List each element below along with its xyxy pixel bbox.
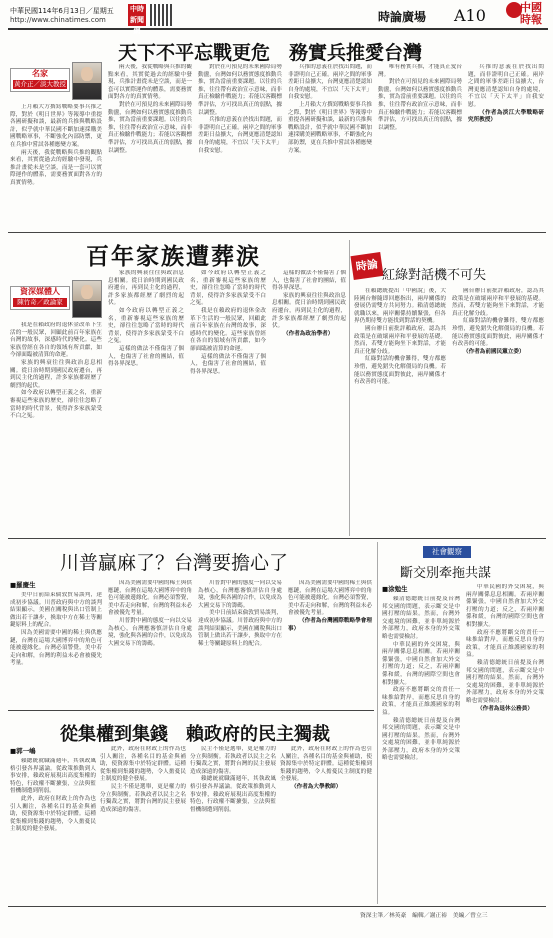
columnist-name: 黃介正／淡大教授	[14, 80, 66, 88]
paragraph: 對於在可預見的未來國際局勢動盪，台灣如何以務實態度推動兵推，實為當前重要課題。以往的兵推，往往帶有政治宣示意味，而非真正檢驗作戰能力；若能以客觀標準評估，方可找出真正的弱點，據以調整。	[198, 64, 282, 116]
paragraph: 美中日前結束倫敦貿易談判，達成初步協議。川普政府與中方的談判結果顯示，美國在關稅與出口管制上做出若干讓步，換取中方在稀土等關鍵原料上的配合。	[198, 610, 282, 647]
paragraph: 民主不僅是選舉，更是權力的分立與制衡。若執政者以民主之名行獨裁之實，將對台灣的民主發展造成深遠的傷害。	[100, 783, 186, 813]
paragraph: 賴總統就職滿週年，其執政風格引發各界議論。從政策推動到人事安排，賴政府展現出高度集權的特色，行政權不斷擴張，立法與監督機制遭到削弱。	[10, 758, 96, 795]
mid-article-col-1	[10, 322, 102, 534]
mid-article-col-2	[108, 270, 184, 534]
paragraph: 家族的興衰往往與政治息息相關。從日治時期到國民政府遷台，再到民主化的過程，許多家族都經歷了劇烈的起伏。	[108, 270, 184, 307]
paragraph: 紅綠對話的機會難得，雙方都應珍惜，避免錯失化解僵局的良機。若能以務實態度面對彼此，兩岸關係才有改善的可能。	[452, 318, 544, 348]
column-name: 名家	[32, 69, 48, 78]
paragraph: 對於在可預見的未來國際局勢動盪，台灣如何以務實態度推動兵推，實為當前重要課題。以往的兵推，往往帶有政治宣示意味，而非真正檢驗作戰能力；若能以客觀標準評估，方可找出真正的弱點，據以調整。	[378, 79, 462, 131]
top-article-col-2	[108, 64, 192, 229]
paragraph: 家族的興衰往往與政治息息相關。從日治時期到國民政府遷台，再到民主化的過程，許多家族都經歷了劇烈的起伏。	[10, 359, 102, 389]
column-name: 資深媒體人	[20, 287, 60, 296]
paragraph: 兵推的意義在於找出問題，而非證明自己正確。兩岸之間的軍事差距日益擴大，台灣更應清楚認知自身的處境，不宜以「天下太平」自我安慰。	[198, 117, 282, 154]
china-times-logo	[506, 2, 550, 34]
third-article-col-4	[288, 580, 372, 706]
paragraph: 對於在可預見的未來國際局勢動盪，台灣如何以務實態度推動兵推，實為當前重要課題。以往的兵推，往往帶有政治宣示意味，而非真正檢驗作戰能力；若能以客觀標準評估，方可找出真正的弱點，據以調整。	[108, 101, 192, 154]
chinatimes-news-logo: 中時 新聞網	[130, 5, 144, 35]
divider	[8, 232, 546, 233]
paragraph: 這樣的做法不僅傷害了個人，也傷害了社會的團結，值得各界深思。	[272, 270, 346, 292]
paragraph: 因為美國需要中國的稀土與供應鏈，台灣在這場大國博弈中的角色可能被邊緣化。台灣必須警覺，美中若走向和解，台灣的利益未必會被優先考量。	[288, 580, 372, 617]
paragraph: 兵推的意義在於找出問題，而非證明自己正確。兩岸之間的軍事差距日益擴大，台灣更應清楚認知自身的處境，不宜以「天下太平」自我安慰。	[468, 64, 544, 108]
mid-article-col-3	[190, 270, 266, 534]
author-note: （作者為大學教師）	[291, 783, 342, 790]
top-article-col-6	[468, 64, 544, 229]
editorial-credits: 資深主筆／林英豪 編輯／謝正裕 美編／曾立三	[360, 913, 488, 919]
paragraph: 如今政府以轉型正義之名，重新審視這些家族的歷史，卻往往忽略了當時的時代背景，使得許多家族蒙受不白之冤。	[108, 307, 184, 345]
paragraph: 美中日前結束倫敦貿易談判，達成初步協議。川普政府與中方的談判結果顯示，美國在關稅與出口管制上做出若干讓步，換取中方在稀土等關鍵原料上的配合。	[10, 592, 102, 629]
top-article-col-4	[288, 64, 372, 229]
brand-name: 中國 時報	[520, 1, 542, 26]
columnist-label-box	[10, 286, 70, 310]
paragraph: 上月賴大方撰寫戰略要事兵推之際，對於《明日世界》等報導中重提各國研擬和談，最新的兵推與戰略設計，似乎就中華民國不斷加速採購美國戰略軍事，不斷強化內部防禦，更在兵推中嘗試各種應變方案。	[288, 101, 372, 154]
paragraph: 在賴總統提出「中國說」後，大陸國台辦隨即回應指出，兩岸關係的發展仍需雙方共同努力。賴清德總統就職以來，兩岸關係持續緊張，但各界仍期待雙方能找到對話的契機。	[354, 288, 446, 325]
paragraph: 國台辦日前批評賴政府，認為其政策是在破壞兩岸和平發展的基礎。然而，若雙方能夠坐下來對話，才能真正化解分歧。	[354, 325, 446, 355]
author-note: （作者為台灣國際戰略學會理事）	[288, 617, 372, 632]
bottom-article-col-3	[190, 746, 276, 904]
author-note: （作者為退休公務員）	[477, 705, 533, 712]
paragraph: 因為美國需要中國的稀土與供應鏈，台灣在這場大國博弈中的角色可能被邊緣化。台灣必須警覺，美中若走向和解，台灣的利益未必會被優先考量。	[10, 629, 102, 667]
paragraph: 此外，政府在財政上的作為也引人關注，各種名目的基金與補助，使資源集中於特定群體。這種從集權到集錢的趨勢，令人擔憂民主制度的健全發展。	[10, 795, 96, 833]
author-name: ■羅慶生	[10, 581, 36, 589]
columnist-name: 陳竹奇／政論家	[13, 298, 67, 307]
top-article-col-3	[198, 64, 282, 229]
paragraph: 國台辦日前批評賴政府，認為其政策是在破壞兩岸和平發展的基礎。然而，若雙方能夠坐下來對話，才能真正化解分歧。	[452, 288, 544, 317]
paragraph: 賴清德總統日前提及台灣邦交國的問題，表示斷交是中國打壓的結果。然而，台灣外交處境的困難，並非單純源於外部壓力，政府本身的外交策略也需要檢討。	[382, 717, 460, 762]
divider	[8, 710, 374, 711]
paragraph: 如今政府以轉型正義之名，重新審視這些家族的歷史，卻往往忽略了當時的時代背景，使得許多家族蒙受不白之冤。	[10, 390, 102, 420]
paragraph: 政府不應將斷交的責任一味推給對岸，而應反思自身的政策，才能真正維護國家的利益。	[382, 687, 460, 716]
paragraph: 賴總統就職滿週年，其執政風格引發各界議論。從政策推動到人事安排，賴政府展現出高度集權的特色，行政權不斷擴張，立法與監督機制遭到削弱。	[190, 776, 276, 813]
divider	[377, 542, 378, 904]
divider	[349, 240, 350, 536]
paragraph: 這樣的做法不僅傷害了個人，也傷害了社會的團結，值得各界深思。	[108, 345, 184, 368]
masthead	[8, 1, 548, 35]
bottom-article-headline[interactable]: 從集權到集錢 賴政府的民主獨裁	[60, 724, 330, 745]
paragraph: 此外，政府在財政上的作為也引人關注，各種名目的基金與補助，使資源集中於特定群體。這種從集權到集錢的趨勢，令人擔憂民主制度的健全發展。	[100, 746, 186, 783]
side-column-col-1	[354, 288, 446, 534]
third-article-col-1	[10, 592, 102, 706]
paragraph: 川普對中國的態度一向以交易為核心，台灣應審慎評估自身處境，強化與各國的合作，以免成為大國交易下的籌碼。	[198, 580, 282, 609]
author-name: ■郭一嶋	[10, 747, 36, 755]
column-tag-badge: 時論	[350, 252, 383, 280]
paragraph: 兵推的意義在於找出問題，而非證明自己正確。兩岸之間的軍事差距日益擴大，台灣更應清楚認知自身的處境，不宜以「天下太平」自我安慰。	[288, 64, 372, 101]
paragraph: 這樣的做法不僅傷害了個人，也傷害了社會的團結，值得各界深思。	[190, 353, 266, 375]
paragraph: 中華民國的外交困境，與兩岸關係息息相關。若兩岸關係緊張，中國自然會加大外交打壓的力道；反之，若兩岸關係和緩，台灣的國際空間也會相對擴大。	[382, 641, 460, 686]
paragraph: 我是在賴政府的退休金改革下生活的一般民眾，回顧此前百年家族在台灣的故事，深感時代的變化。這些家族曾經在各自的領域有所貢獻，如今卻面臨被清算的命運。	[10, 322, 102, 359]
qr-code-icon[interactable]	[150, 4, 172, 26]
issue-date: 中華民國114年6月13日／星期五	[10, 7, 114, 15]
paragraph: 民主不僅是選舉，更是權力的分立與制衡。若執政者以民主之名行獨裁之實，將對台灣的民主發展造成深遠的傷害。	[190, 746, 276, 775]
author-name: ■涂勉生	[382, 585, 408, 593]
paragraph: 因為美國需要中國的稀土與供應鏈，台灣在這場大國博弈中的角色可能被邊緣化。台灣必須警覺，美中若走向和解，台灣的利益未必會被優先考量。	[108, 580, 192, 617]
paragraph: 紅綠對話的機會難得，雙方都應珍惜，避免錯失化解僵局的良機。若能以務實態度面對彼此，兩岸關係才有改善的可能。	[354, 356, 446, 386]
section-title: 時論廣場	[378, 10, 427, 24]
paragraph: 家族的興衰往往與政治息息相關。從日治時期到國民政府遷台，再到民主化的過程，許多家族都經歷了劇烈的起伏。	[272, 292, 346, 330]
author-note: （作者為淡江大學戰略研究所教授）	[468, 109, 544, 124]
paragraph: 此外，政府在財政上的作為也引人關注，各種名目的基金與補助，使資源集中於特定群體。這種從集權到集錢的趨勢，令人擔憂民主制度的健全發展。	[280, 746, 372, 783]
divider	[8, 906, 546, 907]
paragraph: 我是在賴政府的退休金改革下生活的一般民眾，回顧此前百年家族在台灣的故事，深感時代的變化。這些家族曾經在各自的領域有所貢獻，如今卻面臨被清算的命運。	[190, 307, 266, 352]
side-column-headline[interactable]: 紅綠對話機不可失	[382, 268, 487, 283]
social-column-col-2	[466, 584, 544, 902]
mid-article-headline[interactable]: 百年家族遭葬涙	[86, 243, 261, 270]
social-observation-tag: 社會觀察	[423, 546, 471, 558]
paragraph: 川普對中國的態度一向以交易為核心，台灣應審慎評估自身處境，強化與各國的合作，以免成為大國交易下的籌碼。	[108, 617, 192, 647]
paragraph: 唯有務實兵推，才能真正愛台灣。	[378, 64, 462, 78]
paragraph: 兩天後，我從戰略與兵推的觀點來看，其實從過去的經驗中發現，兵推計畫從未是空談，而是一套可以實際運作的體系，需要務實面對各方的真實情勢。	[108, 64, 192, 101]
bottom-article-col-2	[100, 746, 186, 904]
social-column-headline[interactable]: 斷交別牽拖共謀	[400, 566, 492, 581]
top-article-headline[interactable]: 天下不平忘戰更危 務實兵推愛台灣	[118, 42, 423, 64]
paragraph: 中華民國的外交困境，與兩岸關係息息相關。若兩岸關係緊張，中國自然會加大外交打壓的力道；反之，若兩岸關係和緩，台灣的國際空間也會相對擴大。	[466, 584, 544, 628]
columnist-label-box	[10, 68, 70, 92]
paragraph: 上月賴大方撰寫戰略要事兵推之際，對於《明日世界》等報導中重提各國研擬和談，最新的兵推與戰略設計，似乎就中華民國不斷加速採購美國戰略軍事，不斷強化內部防禦，更在兵推中嘗試各種應變方案。	[10, 104, 102, 148]
paragraph: 如今政府以轉型正義之名，重新審視這些家族的歷史，卻往往忽略了當時的時代背景，使得許多家族蒙受不白之冤。	[190, 270, 266, 307]
third-article-col-3	[198, 580, 282, 706]
social-column-col-1	[382, 596, 460, 902]
paragraph: 賴清德總統日前提及台灣邦交國的問題，表示斷交是中國打壓的結果。然而，台灣外交處境的困難，並非單純源於外部壓力，政府本身的外交策略也需要檢討。	[382, 596, 460, 640]
mid-article-col-4	[272, 270, 346, 534]
columnist-photo	[72, 62, 102, 100]
third-article-headline[interactable]: 川普贏麻了？台灣要擔心了	[60, 552, 289, 574]
page-number: A10	[454, 6, 486, 25]
author-note: （作者為前國民黨立委）	[463, 348, 525, 355]
top-article-col-5	[378, 64, 462, 229]
author-note: （作者為政治學者）	[283, 330, 334, 337]
bottom-article-col-4	[280, 746, 372, 904]
website-url[interactable]: http://www.chinatimes.com	[10, 16, 106, 24]
paragraph: 兩天後，我從戰略與兵推的觀點來看，其實從過去的經驗中發現，兵推計畫從未是空談，而是一套可以實際運作的體系，需要務實面對各方的真實情勢。	[10, 149, 102, 186]
top-article-col-1	[10, 104, 102, 229]
third-article-col-2	[108, 580, 192, 706]
paragraph: 賴清德總統日前提及台灣邦交國的問題，表示斷交是中國打壓的結果。然而，台灣外交處境的困難，並非單純源於外部壓力，政府本身的外交策略也需要檢討。	[466, 659, 544, 704]
columnist-photo	[72, 280, 102, 318]
paragraph: 政府不應將斷交的責任一味推給對岸，而應反思自身的政策，才能真正維護國家的利益。	[466, 629, 544, 659]
divider	[8, 538, 546, 539]
bottom-article-col-1	[10, 758, 96, 904]
side-column-col-2	[452, 288, 544, 534]
